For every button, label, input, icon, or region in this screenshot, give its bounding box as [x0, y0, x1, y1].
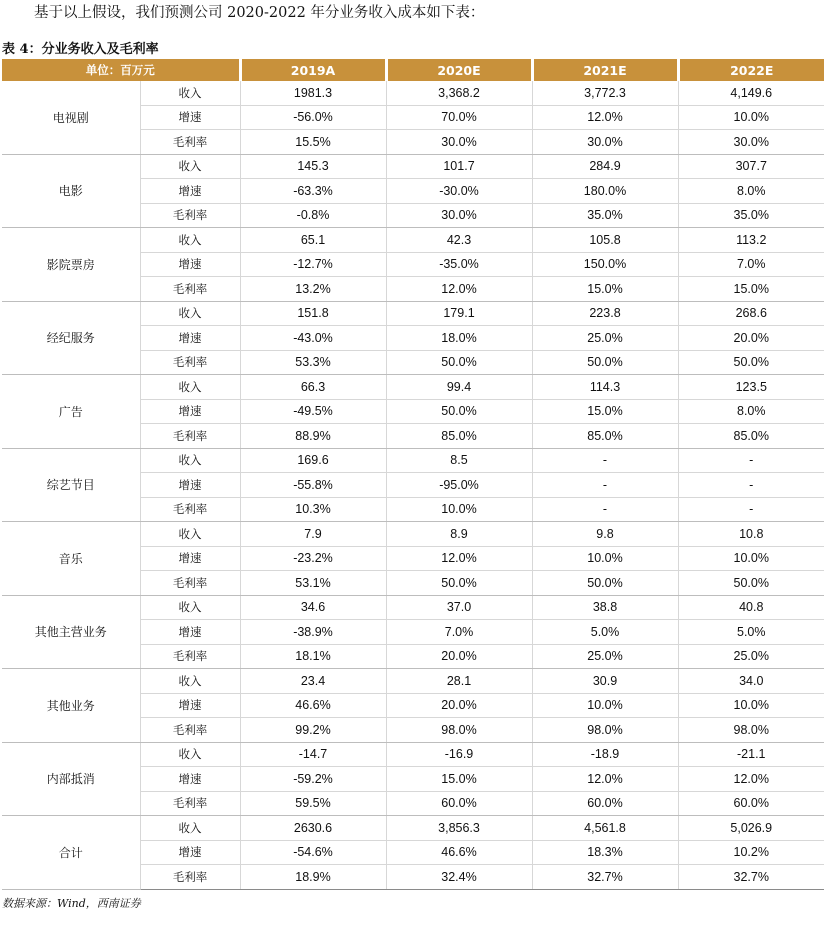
value-cell: -0.8%: [240, 203, 386, 228]
value-cell: 5,026.9: [678, 816, 824, 841]
value-cell: -: [532, 497, 678, 522]
metric-label: 毛利率: [140, 203, 240, 228]
metric-label: 收入: [140, 595, 240, 620]
value-cell: -95.0%: [386, 473, 532, 498]
metric-label: 毛利率: [140, 497, 240, 522]
table-row: [2, 228, 824, 253]
metric-label: 增速: [140, 105, 240, 130]
value-cell: 15.0%: [532, 399, 678, 424]
value-cell: 30.0%: [386, 203, 532, 228]
value-cell: 10.3%: [240, 497, 386, 522]
table-row: [2, 154, 824, 179]
value-cell: 50.0%: [678, 350, 824, 375]
value-cell: 10.0%: [532, 546, 678, 571]
value-cell: 50.0%: [386, 350, 532, 375]
metric-label: 毛利率: [140, 350, 240, 375]
value-cell: 30.0%: [532, 130, 678, 155]
value-cell: 7.0%: [678, 252, 824, 277]
value-cell: 307.7: [678, 154, 824, 179]
table-row: [2, 448, 824, 473]
table-row: [2, 301, 824, 326]
value-cell: 18.0%: [386, 326, 532, 351]
value-cell: 114.3: [532, 375, 678, 400]
metric-label: 毛利率: [140, 644, 240, 669]
segment-name: 内部抵消: [2, 742, 140, 816]
value-cell: 9.8: [532, 522, 678, 547]
value-cell: 32.4%: [386, 865, 532, 890]
value-cell: 34.6: [240, 595, 386, 620]
value-cell: 3,772.3: [532, 81, 678, 105]
value-cell: 10.0%: [386, 497, 532, 522]
value-cell: -38.9%: [240, 620, 386, 645]
value-cell: 98.0%: [532, 718, 678, 743]
value-cell: 28.1: [386, 669, 532, 694]
metric-label: 增速: [140, 546, 240, 571]
year-header-2021e: 2021E: [532, 59, 678, 81]
metric-label: 收入: [140, 742, 240, 767]
segment-name: 综艺节目: [2, 448, 140, 522]
segment-name: 其他业务: [2, 669, 140, 743]
value-cell: 46.6%: [386, 840, 532, 865]
table-body: [2, 81, 824, 889]
metric-label: 增速: [140, 620, 240, 645]
value-cell: -14.7: [240, 742, 386, 767]
value-cell: 53.1%: [240, 571, 386, 596]
value-cell: 88.9%: [240, 424, 386, 449]
value-cell: 4,561.8: [532, 816, 678, 841]
value-cell: 10.8: [678, 522, 824, 547]
value-cell: 8.0%: [678, 399, 824, 424]
value-cell: 179.1: [386, 301, 532, 326]
data-source-note: 数据来源：Wind，西南证券: [2, 897, 141, 910]
metric-label: 收入: [140, 375, 240, 400]
metric-label: 收入: [140, 669, 240, 694]
value-cell: 70.0%: [386, 105, 532, 130]
value-cell: 32.7%: [678, 865, 824, 890]
value-cell: 4,149.6: [678, 81, 824, 105]
value-cell: -16.9: [386, 742, 532, 767]
value-cell: 85.0%: [386, 424, 532, 449]
value-cell: 223.8: [532, 301, 678, 326]
value-cell: 169.6: [240, 448, 386, 473]
value-cell: 1981.3: [240, 81, 386, 105]
value-cell: 40.8: [678, 595, 824, 620]
metric-label: 增速: [140, 840, 240, 865]
segment-name: 其他主营业务: [2, 595, 140, 669]
value-cell: 25.0%: [678, 644, 824, 669]
value-cell: -12.7%: [240, 252, 386, 277]
value-cell: 85.0%: [532, 424, 678, 449]
value-cell: 32.7%: [532, 865, 678, 890]
value-cell: 5.0%: [532, 620, 678, 645]
value-cell: 180.0%: [532, 179, 678, 204]
value-cell: 8.0%: [678, 179, 824, 204]
value-cell: 53.3%: [240, 350, 386, 375]
metric-label: 收入: [140, 522, 240, 547]
table-row: [2, 522, 824, 547]
value-cell: 59.5%: [240, 791, 386, 816]
value-cell: 5.0%: [678, 620, 824, 645]
value-cell: -23.2%: [240, 546, 386, 571]
value-cell: -: [532, 448, 678, 473]
value-cell: -: [678, 497, 824, 522]
metric-label: 毛利率: [140, 865, 240, 890]
value-cell: 7.0%: [386, 620, 532, 645]
metric-label: 增速: [140, 473, 240, 498]
value-cell: 50.0%: [532, 350, 678, 375]
value-cell: -: [678, 448, 824, 473]
value-cell: 23.4: [240, 669, 386, 694]
value-cell: 50.0%: [532, 571, 678, 596]
value-cell: -18.9: [532, 742, 678, 767]
value-cell: 50.0%: [678, 571, 824, 596]
intro-paragraph: 基于以上假设，我们预测公司 2020-2022 年分业务收入成本如下表：: [34, 5, 485, 21]
segment-name: 电视剧: [2, 81, 140, 154]
value-cell: 12.0%: [386, 546, 532, 571]
segment-name: 影院票房: [2, 228, 140, 302]
value-cell: 46.6%: [240, 693, 386, 718]
value-cell: 60.0%: [678, 791, 824, 816]
value-cell: 98.0%: [678, 718, 824, 743]
value-cell: 12.0%: [386, 277, 532, 302]
value-cell: 18.3%: [532, 840, 678, 865]
value-cell: -30.0%: [386, 179, 532, 204]
value-cell: 99.2%: [240, 718, 386, 743]
value-cell: 35.0%: [678, 203, 824, 228]
value-cell: 12.0%: [678, 767, 824, 792]
value-cell: -: [532, 473, 678, 498]
value-cell: 50.0%: [386, 571, 532, 596]
value-cell: 38.8: [532, 595, 678, 620]
table-row: [2, 669, 824, 694]
value-cell: 113.2: [678, 228, 824, 253]
value-cell: 105.8: [532, 228, 678, 253]
metric-label: 毛利率: [140, 571, 240, 596]
value-cell: 30.0%: [386, 130, 532, 155]
metric-label: 毛利率: [140, 791, 240, 816]
metric-label: 收入: [140, 448, 240, 473]
value-cell: 10.0%: [678, 546, 824, 571]
value-cell: 99.4: [386, 375, 532, 400]
value-cell: 37.0: [386, 595, 532, 620]
value-cell: -56.0%: [240, 105, 386, 130]
table-header-row: [2, 59, 824, 81]
value-cell: -63.3%: [240, 179, 386, 204]
table-row: [2, 375, 824, 400]
metric-label: 增速: [140, 326, 240, 351]
value-cell: -59.2%: [240, 767, 386, 792]
metric-label: 收入: [140, 81, 240, 105]
segment-name: 音乐: [2, 522, 140, 596]
value-cell: 3,856.3: [386, 816, 532, 841]
value-cell: 12.0%: [532, 105, 678, 130]
metric-label: 增速: [140, 252, 240, 277]
table-row: [2, 742, 824, 767]
metric-label: 毛利率: [140, 718, 240, 743]
metric-label: 毛利率: [140, 424, 240, 449]
metric-label: 增速: [140, 767, 240, 792]
value-cell: 98.0%: [386, 718, 532, 743]
value-cell: 30.0%: [678, 130, 824, 155]
value-cell: 65.1: [240, 228, 386, 253]
table-row: [2, 816, 824, 841]
value-cell: 2630.6: [240, 816, 386, 841]
value-cell: -55.8%: [240, 473, 386, 498]
table-caption: 表 4：分业务收入及毛利率: [2, 42, 159, 57]
value-cell: 15.0%: [678, 277, 824, 302]
value-cell: 10.0%: [678, 693, 824, 718]
value-cell: 30.9: [532, 669, 678, 694]
value-cell: 10.0%: [678, 105, 824, 130]
value-cell: 15.0%: [532, 277, 678, 302]
value-cell: 268.6: [678, 301, 824, 326]
value-cell: 60.0%: [386, 791, 532, 816]
value-cell: 3,368.2: [386, 81, 532, 105]
year-header-2020e: 2020E: [386, 59, 532, 81]
metric-label: 收入: [140, 154, 240, 179]
value-cell: 10.0%: [532, 693, 678, 718]
value-cell: 123.5: [678, 375, 824, 400]
metric-label: 收入: [140, 228, 240, 253]
value-cell: 85.0%: [678, 424, 824, 449]
metric-label: 增速: [140, 399, 240, 424]
value-cell: 284.9: [532, 154, 678, 179]
value-cell: -35.0%: [386, 252, 532, 277]
value-cell: 150.0%: [532, 252, 678, 277]
value-cell: 18.9%: [240, 865, 386, 890]
metric-label: 毛利率: [140, 277, 240, 302]
value-cell: 101.7: [386, 154, 532, 179]
metric-label: 收入: [140, 816, 240, 841]
value-cell: -49.5%: [240, 399, 386, 424]
value-cell: -: [678, 473, 824, 498]
value-cell: 15.5%: [240, 130, 386, 155]
segment-revenue-table: [2, 59, 824, 890]
table-row: [2, 595, 824, 620]
value-cell: 20.0%: [386, 693, 532, 718]
value-cell: -21.1: [678, 742, 824, 767]
value-cell: 25.0%: [532, 644, 678, 669]
year-header-2019a: 2019A: [240, 59, 386, 81]
value-cell: 7.9: [240, 522, 386, 547]
value-cell: 145.3: [240, 154, 386, 179]
value-cell: 10.2%: [678, 840, 824, 865]
value-cell: 50.0%: [386, 399, 532, 424]
value-cell: 18.1%: [240, 644, 386, 669]
metric-label: 增速: [140, 693, 240, 718]
value-cell: 8.9: [386, 522, 532, 547]
segment-name: 电影: [2, 154, 140, 228]
metric-label: 收入: [140, 301, 240, 326]
value-cell: 12.0%: [532, 767, 678, 792]
value-cell: 25.0%: [532, 326, 678, 351]
value-cell: 60.0%: [532, 791, 678, 816]
value-cell: 35.0%: [532, 203, 678, 228]
table-row: [2, 81, 824, 105]
value-cell: 8.5: [386, 448, 532, 473]
value-cell: -54.6%: [240, 840, 386, 865]
value-cell: 34.0: [678, 669, 824, 694]
value-cell: 15.0%: [386, 767, 532, 792]
value-cell: 151.8: [240, 301, 386, 326]
metric-label: 增速: [140, 179, 240, 204]
value-cell: 42.3: [386, 228, 532, 253]
value-cell: -43.0%: [240, 326, 386, 351]
value-cell: 13.2%: [240, 277, 386, 302]
segment-name: 广告: [2, 375, 140, 449]
year-header-2022e: 2022E: [678, 59, 824, 81]
metric-label: 毛利率: [140, 130, 240, 155]
value-cell: 66.3: [240, 375, 386, 400]
value-cell: 20.0%: [386, 644, 532, 669]
value-cell: 20.0%: [678, 326, 824, 351]
segment-name: 经纪服务: [2, 301, 140, 375]
unit-header: 单位：百万元: [2, 59, 240, 81]
segment-name: 合计: [2, 816, 140, 890]
